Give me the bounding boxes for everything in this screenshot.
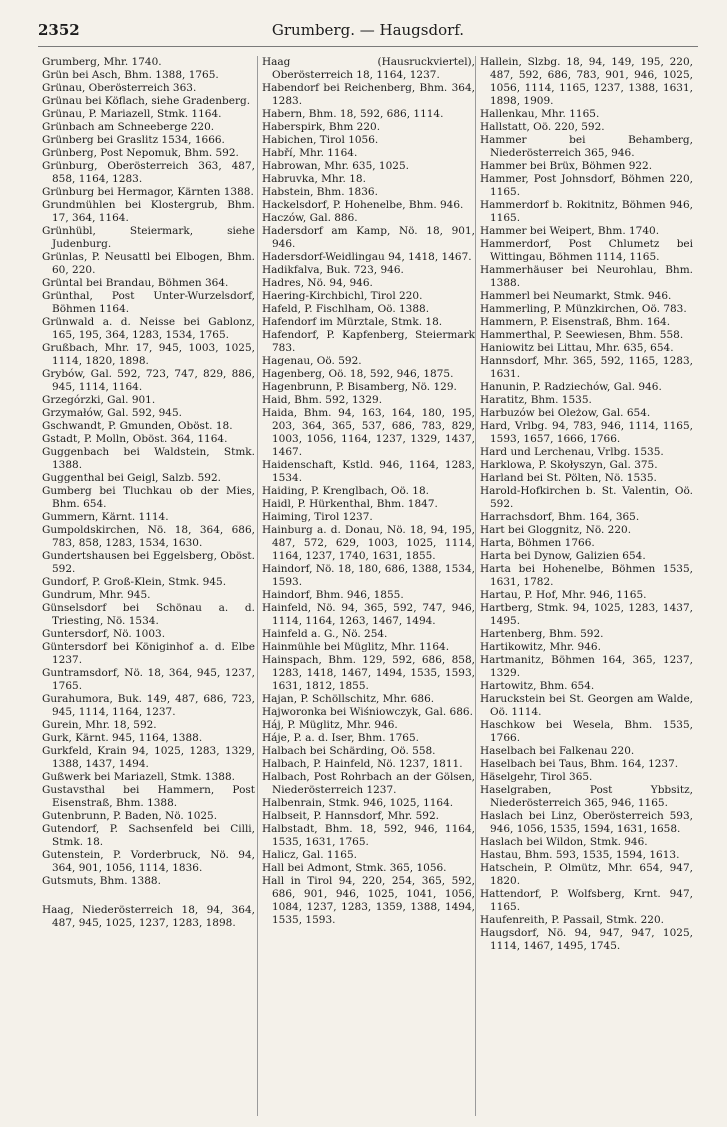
directory-entry: Hammer, Post Johnsdorf, Böhmen 220, 1165. [480, 173, 693, 198]
directory-entry: Gstadt, P. Molln, Oböst. 364, 1164. [42, 433, 228, 445]
directory-entry: Hartowitz, Bhm. 654. [480, 680, 595, 692]
directory-entry: Halbseit, P. Hannsdorf, Mhr. 592. [262, 810, 439, 822]
directory-entry: Haering-Kirchbichl, Tirol 220. [262, 290, 423, 302]
directory-entry: Hard und Lerchenau, Vrlbg. 1535. [480, 446, 664, 458]
directory-entry: Grünburg, Oberösterreich 363, 487, 858, 1164, 1283. [42, 160, 255, 185]
directory-entry: Gutenstein, P. Vorderbruck, Nö. 94, 364, 901, 1056, 1114, 1836. [42, 849, 255, 874]
directory-entry: Hammerling, P. Münzkirchen, Oö. 783. [480, 303, 687, 315]
directory-entry: Habrowan, Mhr. 635, 1025. [262, 160, 409, 172]
directory-entry: Hajworonka bei Wiśniowczyk, Gal. 686. [262, 706, 473, 718]
directory-entry: Grün bei Asch, Bhm. 1388, 1765. [42, 69, 219, 81]
page-number: 2352 [38, 21, 80, 39]
directory-entry: Gutsmuts, Bhm. 1388. [42, 875, 161, 887]
directory-entry: Gutendorf, P. Sachsenfeld bei Cilli, Stmk. 18. [42, 823, 255, 848]
directory-entry: Grünberg bei Graslitz 1534, 1666. [42, 134, 225, 146]
column-divider [475, 56, 476, 1116]
directory-entry: Hadersdorf-Weidlingau 94, 1418, 1467. [262, 251, 472, 263]
directory-entry: Grybów, Gal. 592, 723, 747, 829, 886, 945, 1114, 1164. [42, 368, 255, 393]
directory-entry: Halbach, P. Hainfeld, Nö. 1237, 1811. [262, 758, 463, 770]
directory-entry: Hadikfalva, Buk. 723, 946. [262, 264, 404, 276]
directory-entry: Haniowitz bei Littau, Mhr. 635, 654. [480, 342, 674, 354]
directory-entry: Haslach bei Wildon, Stmk. 946. [480, 836, 648, 848]
directory-entry: Haselbach bei Falkenau 220. [480, 745, 635, 757]
directory-entry: Hallein, Slzbg. 18, 94, 149, 195, 220, 487, 592, 686, 783, 901, 946, 1025, 1056, 1114, 1165, 1237, 1388, 1631, 1898, 1909. [480, 56, 693, 107]
directory-entry: Haufenreith, P. Passail, Stmk. 220. [480, 914, 664, 926]
directory-entry: Hanunin, P. Radziechów, Gal. 946. [480, 381, 662, 393]
directory-entry: Güntersdorf bei Königinhof a. d. Elbe 1237. [42, 641, 255, 666]
directory-entry: Hartikowitz, Mhr. 946. [480, 641, 601, 653]
directory-entry: Grünbach am Schneeberge 220. [42, 121, 215, 133]
directory-entry: Hard, Vrlbg. 94, 783, 946, 1114, 1165, 1593, 1657, 1666, 1766. [480, 420, 693, 445]
directory-entry: Haag (Hausruckviertel), Oberösterreich 18, 1164, 1237. [262, 56, 475, 81]
header-rule [38, 46, 698, 47]
directory-entry: Hastau, Bhm. 593, 1535, 1594, 1613. [480, 849, 680, 861]
directory-entry: Grünberg, Post Nepomuk, Bhm. 592. [42, 147, 239, 159]
directory-entry: Hadersdorf am Kamp, Nö. 18, 901, 946. [262, 225, 475, 250]
directory-entry: Habern, Bhm. 18, 592, 686, 1114. [262, 108, 444, 120]
directory-entry: Guggenthal bei Geigl, Salzb. 592. [42, 472, 221, 484]
directory-entry: Haczów, Gal. 886. [262, 212, 358, 224]
directory-entry: Hatschein, P. Olmütz, Mhr. 654, 947, 1820. [480, 862, 693, 887]
directory-entry: Harklowa, P. Skołyszyn, Gal. 375. [480, 459, 658, 471]
directory-entry: Hagenau, Oö. 592. [262, 355, 362, 367]
directory-entry: Haida, Bhm. 94, 163, 164, 180, 195, 203, 364, 365, 537, 686, 783, 829, 1003, 1056, 1164, 1237, 1329, 1437, 1467. [262, 407, 475, 458]
directory-entry: Hammerthal, P. Seewiesen, Bhm. 558. [480, 329, 684, 341]
directory-entry: Grünau bei Köflach, siehe Gradenberg. [42, 95, 251, 107]
directory-entry: Hall bei Admont, Stmk. 365, 1056. [262, 862, 447, 874]
directory-entry: Hainfeld a. G., Nö. 254. [262, 628, 388, 640]
directory-entry: Haid, Bhm. 592, 1329. [262, 394, 383, 406]
directory-entry: Haslach bei Linz, Oberösterreich 593, 946, 1056, 1535, 1594, 1631, 1658. [480, 810, 693, 835]
directory-entry: Gundorf, P. Groß-Klein, Stmk. 945. [42, 576, 227, 588]
directory-entry: Hallenkau, Mhr. 1165. [480, 108, 600, 120]
directory-entry: Grünau, P. Mariazell, Stmk. 1164. [42, 108, 222, 120]
directory-entry: Haidenschaft, Kstld. 946, 1164, 1283, 1534. [262, 459, 475, 484]
directory-entry: Haindorf, Bhm. 946, 1855. [262, 589, 404, 601]
directory-entry: Hart bei Gloggnitz, Nö. 220. [480, 524, 632, 536]
directory-entry: Haag, Niederösterreich 18, 94, 364, 487, 945, 1025, 1237, 1283, 1898. [42, 904, 255, 929]
directory-entry: Harta bei Hohenelbe, Böhmen 1535, 1631, 1782. [480, 563, 693, 588]
directory-entry: Hallstatt, Oö. 220, 592. [480, 121, 605, 133]
directory-entry: Hafendorf im Mürztale, Stmk. 18. [262, 316, 443, 328]
directory-entry: Gutenbrunn, P. Baden, Nö. 1025. [42, 810, 218, 822]
directory-entry: Haindorf, Nö. 18, 180, 686, 1388, 1534, 1593. [262, 563, 475, 588]
directory-entry: Halbstadt, Bhm. 18, 592, 946, 1164, 1535, 1631, 1765. [262, 823, 475, 848]
directory-entry: Harold-Hofkirchen b. St. Valentin, Oö. 592. [480, 485, 693, 510]
directory-entry: Haiding, P. Krenglbach, Oö. 18. [262, 485, 429, 497]
directory-entry: Hafendorf, P. Kapfenberg, Steiermark 783. [262, 329, 475, 354]
directory-entry: Hammer bei Behamberg, Niederösterreich 365, 946. [480, 134, 693, 159]
directory-entry: Hammerl bei Neumarkt, Stmk. 946. [480, 290, 672, 302]
directory-entry: Halbenrain, Stmk. 946, 1025, 1164. [262, 797, 454, 809]
directory-entry: Günselsdorf bei Schönau a. d. Triesting, Nö. 1534. [42, 602, 255, 627]
directory-entry: Habendorf bei Reichenberg, Bhm. 364, 1283. [262, 82, 475, 107]
directory-entry: Hannsdorf, Mhr. 365, 592, 1165, 1283, 1631. [480, 355, 693, 380]
directory-entry: Guggenbach bei Waldstein, Stmk. 1388. [42, 446, 255, 471]
directory-entry: Hainmühle bei Müglitz, Mhr. 1164. [262, 641, 450, 653]
directory-entry: Hagenbrunn, P. Bisamberg, Nö. 129. [262, 381, 457, 393]
directory-entry: Harta, Böhmen 1766. [480, 537, 595, 549]
directory-entry: Harland bei St. Pölten, Nö. 1535. [480, 472, 657, 484]
directory-entry: Häselgehr, Tirol 365. [480, 771, 593, 783]
directory-entry: Harbuzów bei Oleżow, Gal. 654. [480, 407, 651, 419]
directory-entry: Habruvka, Mhr. 18. [262, 173, 366, 185]
directory-entry: Gurkfeld, Krain 94, 1025, 1283, 1329, 1388, 1437, 1494. [42, 745, 255, 770]
column-1 [42, 56, 255, 1116]
directory-entry: Hammerdorf, Post Chlumetz bei Wittingau, Böhmen 1114, 1165. [480, 238, 693, 263]
directory-entry: Hartmanitz, Böhmen 164, 365, 1237, 1329. [480, 654, 693, 679]
directory-entry: Hall in Tirol 94, 220, 254, 365, 592, 686, 901, 946, 1025, 1041, 1056, 1084, 1237, 1283, 1359, 1388, 1494, 1535, 1593. [262, 875, 475, 926]
directory-entry: Halbach, Post Rohrbach an der Gölsen, Niederösterreich 1237. [262, 771, 475, 796]
directory-entry: Hammern, P. Eisenstraß, Bhm. 164. [480, 316, 671, 328]
directory-entry: Gumberg bei Tluchkau ob der Mies, Bhm. 654. [42, 485, 255, 510]
directory-entry: Grünlas, P. Neusattl bei Elbogen, Bhm. 60, 220. [42, 251, 255, 276]
directory-entry: Haruckstein bei St. Georgen am Walde, Oö. 1114. [480, 693, 693, 718]
directory-entry: Hammer bei Weipert, Bhm. 1740. [480, 225, 660, 237]
running-head: Grumberg. — Haugsdorf. [271, 21, 465, 39]
directory-entry: Hainburg a. d. Donau, Nö. 18, 94, 195, 487, 572, 629, 1003, 1025, 1114, 1164, 1237, 1740, 1631, 1855. [262, 524, 475, 562]
directory-entry: Hajan, P. Schöllschitz, Mhr. 686. [262, 693, 435, 705]
directory-entry: Halbach bei Schärding, Oö. 558. [262, 745, 436, 757]
column-divider [257, 56, 258, 1116]
directory-entry: Guntersdorf, Nö. 1003. [42, 628, 166, 640]
directory-entry: Hafeld, P. Fischlham, Oö. 1388. [262, 303, 430, 315]
directory-entry: Habstein, Bhm. 1836. [262, 186, 378, 198]
directory-entry: Háj, P. Müglitz, Mhr. 946. [262, 719, 398, 731]
directory-entry: Gummern, Kärnt. 1114. [42, 511, 169, 523]
directory-entry: Hadres, Nö. 94, 946. [262, 277, 373, 289]
directory-entry: Gschwandt, P. Gmunden, Oböst. 18. [42, 420, 233, 432]
directory-entry: Harta bei Dynow, Galizien 654. [480, 550, 646, 562]
directory-entry: Haselgraben, Post Ybbsitz, Niederösterreich 365, 946, 1165. [480, 784, 693, 809]
directory-entry: Hartenberg, Bhm. 592. [480, 628, 604, 640]
directory-entry: Hagenberg, Oö. 18, 592, 946, 1875. [262, 368, 454, 380]
directory-entry: Grundmühlen bei Klostergrub, Bhm. 17, 364, 1164. [42, 199, 255, 224]
directory-entry: Haidl, P. Hürkenthal, Bhm. 1847. [262, 498, 438, 510]
page-header [38, 18, 698, 42]
directory-entry: Haugsdorf, Nö. 94, 947, 947, 1025, 1114, 1467, 1495, 1745. [480, 927, 693, 952]
directory-entry: Haberspirk, Bhm 220. [262, 121, 381, 133]
directory-entry: Hartberg, Stmk. 94, 1025, 1283, 1437, 1495. [480, 602, 693, 627]
directory-entry: Gußwerk bei Mariazell, Stmk. 1388. [42, 771, 235, 783]
directory-entry: Habichen, Tirol 1056. [262, 134, 379, 146]
directory-entry: Grünau, Oberösterreich 363. [42, 82, 197, 94]
directory-entry: Gundrum, Mhr. 945. [42, 589, 151, 601]
directory-entry: Grünburg bei Hermagor, Kärnten 1388. [42, 186, 254, 198]
directory-entry: Hammer bei Brüx, Böhmen 922. [480, 160, 653, 172]
directory-entry: Hammerhäuser bei Neurohlau, Bhm. 1388. [480, 264, 693, 289]
directory-entry: Hammerdorf b. Rokitnitz, Böhmen 946, 1165. [480, 199, 693, 224]
directory-entry: Harrachsdorf, Bhm. 164, 365. [480, 511, 640, 523]
directory-entry: Grzymałów, Gal. 592, 945. [42, 407, 183, 419]
directory-entry: Grzegórzki, Gal. 901. [42, 394, 156, 406]
directory-entry: Gustavsthal bei Hammern, Post Eisenstraß, Bhm. 1388. [42, 784, 255, 809]
directory-entry: Háje, P. a. d. Iser, Bhm. 1765. [262, 732, 419, 744]
column-2 [262, 56, 475, 1116]
directory-entry: Haselbach bei Taus, Bhm. 164, 1237. [480, 758, 679, 770]
directory-entry: Hainspach, Bhm. 129, 592, 686, 858, 1283, 1418, 1467, 1494, 1535, 1593, 1631, 1812, 1855. [262, 654, 475, 692]
directory-entry: Haratitz, Bhm. 1535. [480, 394, 592, 406]
directory-entry: Habří, Mhr. 1164. [262, 147, 358, 159]
directory-entry: Gundertshausen bei Eggelsberg, Oböst. 592. [42, 550, 255, 575]
directory-entry: Hackelsdorf, P. Hohenelbe, Bhm. 946. [262, 199, 464, 211]
directory-entry: Halicz, Gal. 1165. [262, 849, 357, 861]
directory-entry: Grünthal, Post Unter-Wurzelsdorf, Böhmen 1164. [42, 290, 255, 315]
directory-entry: Gumpoldskirchen, Nö. 18, 364, 686, 783, 858, 1283, 1534, 1630. [42, 524, 255, 549]
directory-entry: Hainfeld, Nö. 94, 365, 592, 747, 946, 1114, 1164, 1263, 1467, 1494. [262, 602, 475, 627]
directory-entry: Grüntal bei Brandau, Böhmen 364. [42, 277, 229, 289]
directory-entry: Grünhübl, Steiermark, siehe Judenburg. [42, 225, 255, 250]
directory-entry: Gurahumora, Buk. 149, 487, 686, 723, 945, 1114, 1164, 1237. [42, 693, 255, 718]
directory-entry: Hartau, P. Hof, Mhr. 946, 1165. [480, 589, 647, 601]
directory-entry: Grumberg, Mhr. 1740. [42, 56, 162, 68]
directory-entry: Haschkow bei Wesela, Bhm. 1535, 1766. [480, 719, 693, 744]
directory-entry: Gurein, Mhr. 18, 592. [42, 719, 157, 731]
directory-entry: Haiming, Tirol 1237. [262, 511, 373, 523]
directory-entry: Gurk, Kärnt. 945, 1164, 1388. [42, 732, 203, 744]
column-3 [480, 56, 693, 1116]
directory-entry: Grußbach, Mhr. 17, 945, 1003, 1025, 1114, 1820, 1898. [42, 342, 255, 367]
directory-entry: Hattendorf, P. Wolfsberg, Krnt. 947, 1165. [480, 888, 693, 913]
directory-entry: Grünwald a. d. Neisse bei Gablonz, 165, 195, 364, 1283, 1534, 1765. [42, 316, 255, 341]
directory-entry: Guntramsdorf, Nö. 18, 364, 945, 1237, 1765. [42, 667, 255, 692]
